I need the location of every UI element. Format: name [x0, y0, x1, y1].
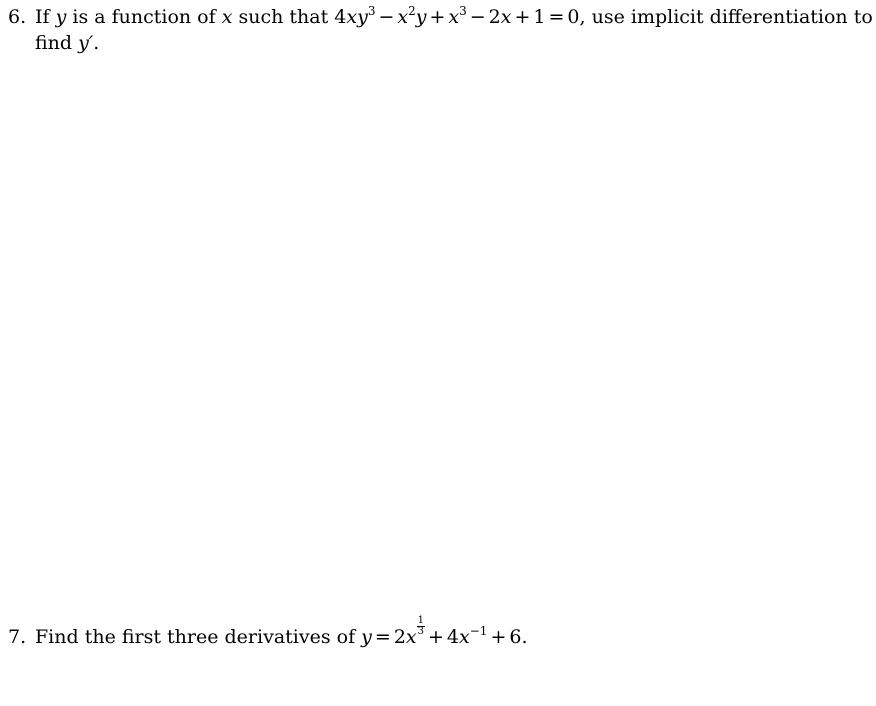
math-num: 0, [567, 6, 586, 28]
math-fraction-exp [417, 616, 425, 637]
math-exp: −1 [469, 624, 488, 638]
text: . [521, 626, 528, 648]
math-num: 4 [334, 6, 347, 28]
math-op: + [428, 626, 444, 648]
math-var: y [415, 6, 427, 28]
problem-number: 6. [8, 6, 27, 28]
math-exp: 2 [408, 4, 416, 18]
text: Find the first three derivatives of [35, 626, 356, 648]
math-num: 6 [509, 626, 522, 648]
math-num: 4 [446, 626, 460, 648]
equation [361, 615, 528, 648]
math-op: = [548, 6, 565, 28]
math-var: x [221, 6, 233, 28]
math-var: x [448, 6, 460, 28]
math-var: xy [346, 6, 368, 28]
problem-7 [8, 616, 528, 650]
math-var: x [405, 626, 417, 648]
math-op: + [490, 626, 507, 648]
math-op: + [514, 6, 531, 28]
text: If [35, 6, 50, 28]
math-num: 2 [488, 6, 501, 28]
problem-6-line-1 [8, 4, 873, 30]
math-op: − [469, 6, 486, 28]
problem-6 [8, 4, 873, 56]
text: use implicit differentiation to [591, 6, 873, 28]
math-exp: 3 [459, 4, 467, 18]
text: is a function of [72, 6, 216, 28]
text: find [35, 32, 73, 54]
math-var: y [55, 6, 67, 28]
fraction-numerator: 1 [417, 615, 424, 626]
text: . [93, 32, 100, 54]
equation [334, 6, 585, 28]
text: such that [238, 6, 329, 28]
math-op: + [429, 6, 446, 28]
math-var: x [459, 626, 470, 648]
fraction-denominator: 3 [417, 626, 424, 637]
math-var: y′ [78, 32, 94, 54]
math-num: 2 [393, 626, 406, 648]
math-var: y [361, 626, 372, 648]
math-num: 1 [533, 6, 546, 28]
math-var: x [500, 6, 512, 28]
math-op: = [374, 626, 391, 648]
math-var: x [397, 6, 409, 28]
problem-number: 7. [8, 626, 27, 648]
problem-6-line-2 [8, 30, 868, 56]
math-exp: 3 [367, 4, 376, 18]
math-op: − [378, 6, 395, 28]
